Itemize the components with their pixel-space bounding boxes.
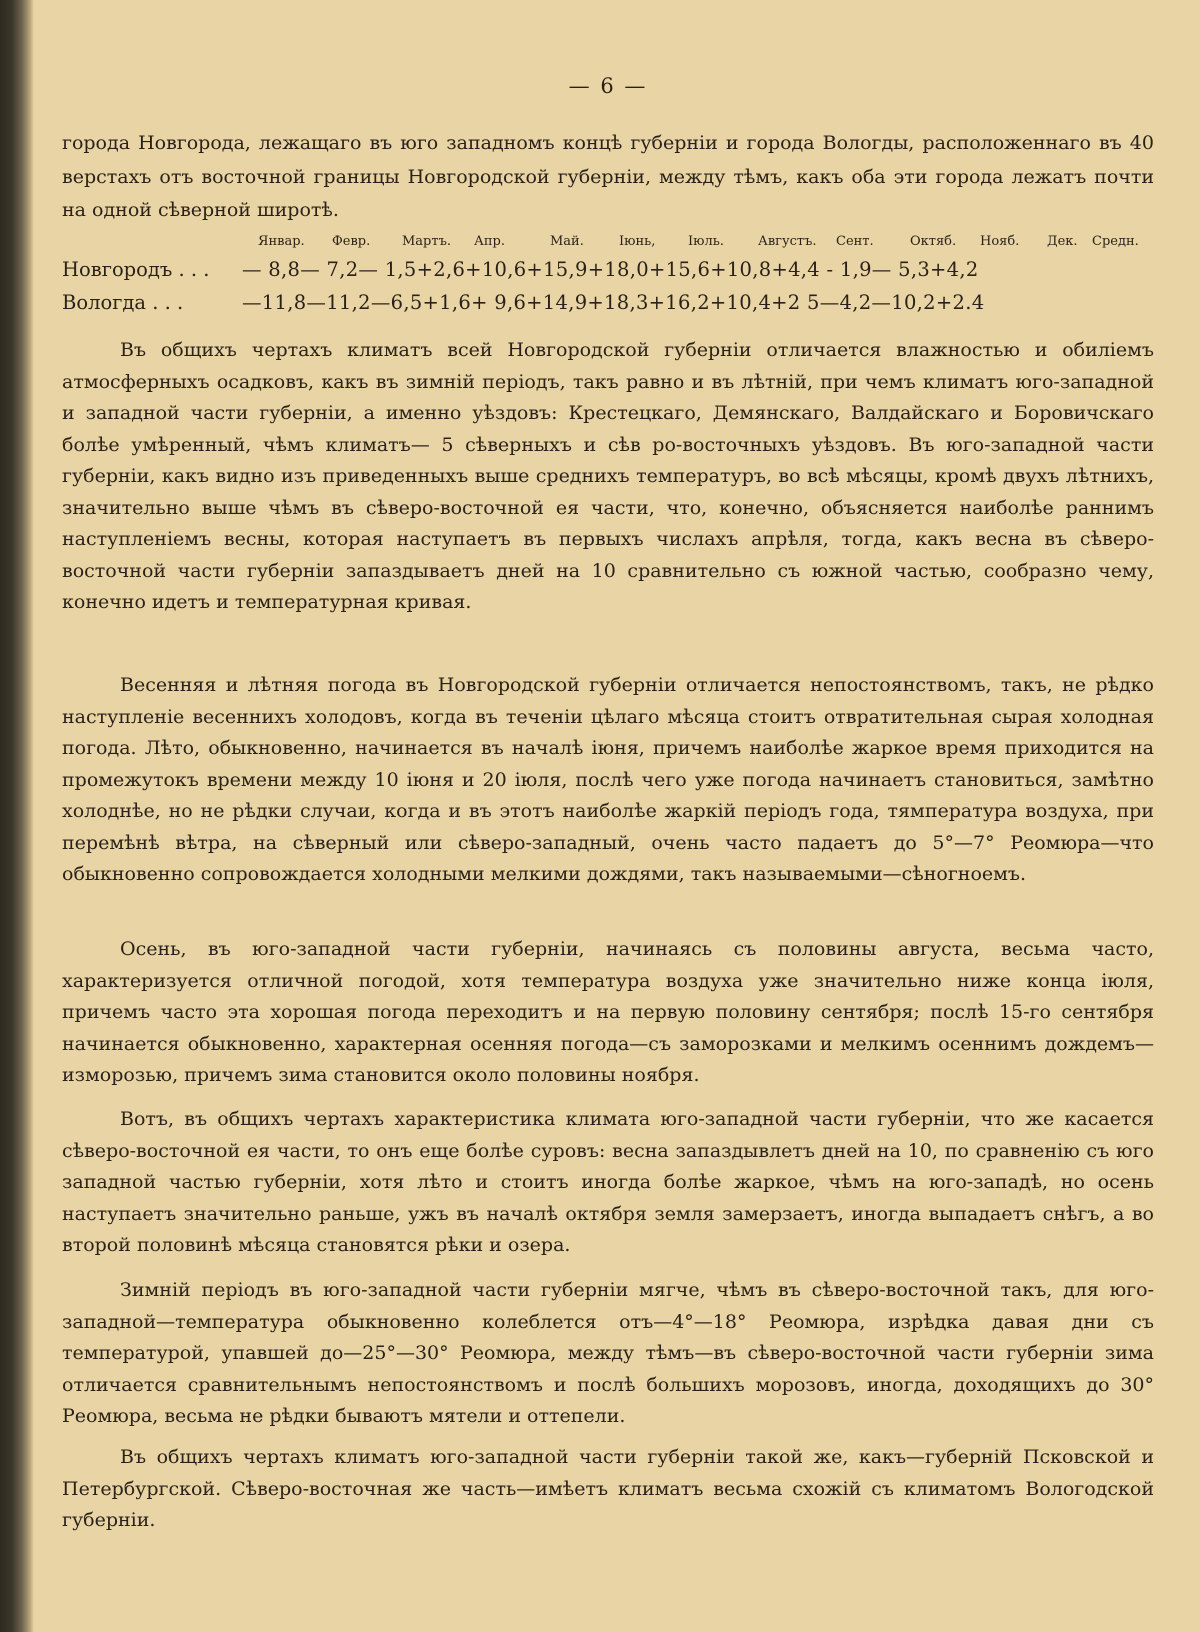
table-row — [62, 291, 1154, 324]
month-header: Октяб. — [910, 234, 957, 249]
temperature-table — [62, 234, 1154, 324]
paragraph-climate-overview: Въ общихъ чертахъ климатъ всей Новгородской губерніи отличается влажностью и обиліемъ атмосферныхъ осадковъ, какъ въ зимній періодъ, такъ равно и въ лѣтній, при чемъ климатъ юго-западной и западной части губерніи, а именно уѣздовъ: Крестецкаго, Демянскаго, Валдайскаго и Боровичскаго болѣе умѣренный, чѣмъ климатъ— 5 сѣверныхъ и сѣв ро-восточныхъ уѣздовъ. Въ юго-западной части губерніи, какъ видно изъ приведенныхъ выше среднихъ температуръ, во всѣ мѣсяцы, кромѣ двухъ лѣтнихъ, значительно выше чѣмъ въ сѣверо-восточной ея части, что, конечно, объясняется наиболѣе раннимъ наступленіемъ весны, которая наступаетъ въ первыхъ числахъ апрѣля, тогда, какъ весна въ сѣверо-восточной части губерніи запаздываетъ дней на 10 сравнительно съ южной частью, сообразно чему, конечно идетъ и температурная кривая. — [62, 339, 1154, 613]
paragraph-autumn: Осень, въ юго-западной части губерніи, начинаясь съ половины августа, весьма часто, характеризуется отличной погодой, хотя температура воздуха уже значительно ниже конца іюля, причемъ часто эта хорошая погода переходитъ и на первую половину сентября; послѣ 15-го сентября начинается обыкновенно, характерная осенняя погода—съ заморозками и мелкимъ осеннимъ дождемъ—изморозью, причемъ зима становится около половины ноября. — [62, 938, 1154, 1086]
month-header: Іюнь, — [619, 234, 656, 249]
month-header: Августъ. — [758, 234, 817, 249]
paragraph-spring-summer: Весенняя и лѣтняя погода въ Новгородской губерніи отличается непостоянствомъ, такъ, не рѣдко наступленіе весеннихъ холодовъ, когда въ теченіи цѣлаго мѣсяца стоитъ отвратительная сырая холодная погода. Лѣто, обыкновенно, начинается въ началѣ іюня, причемъ наиболѣе жаркое время приходится на промежутокъ времени между 10 іюня и 20 іюля, послѣ чего уже погода начинаетъ становиться, замѣтно холоднѣе, но не рѣдки случаи, когда и въ этотъ наиболѣе жаркій періодъ года, тямпература воздуха, при перемѣнѣ вѣтра, на сѣверный или сѣверо-западный, очень часто падаетъ до 5°—7° Реомюра—что обыкновенно сопровождается холодными мелкими дождями, такъ называемыми—сѣногноемъ. — [62, 674, 1154, 885]
paragraph-winter: Зимній періодъ въ юго-западной части губерніи мягче, чѣмъ въ сѣверо-восточной такъ, для юго-западной—температура обыкновенно колеблется отъ—4°—18° Реомюра, изрѣдка давая дни съ температурой, упавшей до—25°—30° Реомюра, между тѣмъ—въ сѣверо-восточной части губерніи зима отличается сравнительнымъ непостоянствомъ и послѣ большихъ морозовъ, иногда, доходящихъ до 30° Реомюра, весьма не рѣдки бываютъ мятели и оттепели. — [62, 1279, 1154, 1427]
temperature-values: —11,8—11,2—6,5+1,6+ 9,6+14,9+18,3+16,2+10,4+2 5—4,2—10,2+2.4 — [242, 291, 985, 314]
month-header: Нояб. — [980, 234, 1020, 249]
month-header: Май. — [550, 234, 584, 249]
city-name: Вологда . . . — [62, 291, 184, 314]
month-header: Февр. — [332, 234, 371, 249]
intro-paragraph: города Новгорода, лежащаго въ юго западномъ концѣ губерніи и города Вологды, расположеннаго въ 40 верстахъ отъ восточной границы Новгородской губерніи, между тѣмъ, какъ оба эти города лежатъ почти на одной сѣверной широтѣ. — [62, 132, 1154, 221]
month-header: Январ. — [258, 234, 305, 249]
month-header: Сент. — [836, 234, 874, 249]
document-page — [62, 0, 1154, 1632]
month-header: Дек. — [1047, 234, 1078, 249]
table-row — [62, 258, 1154, 291]
month-header: Апр. — [474, 234, 505, 249]
month-header: Мартъ. — [402, 234, 451, 249]
scan-binding-edge — [0, 0, 34, 1632]
paragraph-northeast: Вотъ, въ общихъ чертахъ характеристика климата юго-западной части губерніи, что же касается сѣверо-восточной ея части, то онъ еще болѣе суровъ: весна запаздывлетъ дней на 10, по сравненію съ юго западной частью губерніи, хотя лѣто и стоитъ иногда болѣе жаркое, чѣмъ на юго-западѣ, но осень наступаетъ значительно раньше, ужъ въ началѣ октября земля замерзаетъ, иногда выпадаетъ снѣгъ, а во второй половинѣ мѣсяца становятся рѣки и озера. — [62, 1108, 1154, 1256]
page-number: — 6 — — [568, 74, 648, 98]
paragraph-summary: Въ общихъ чертахъ климатъ юго-западной части губерніи такой же, какъ—губерній Псковской и Петербургской. Сѣверо-восточная же часть—имѣетъ климатъ весьма схожій съ климатомъ Вологодской губерніи. — [62, 1446, 1154, 1531]
month-header: Средн. — [1092, 234, 1139, 249]
month-header-row — [62, 234, 1154, 258]
temperature-values: — 8,8— 7,2— 1,5+2,6+10,6+15,9+18,0+15,6+10,8+4,4 - 1,9— 5,3+4,2 — [242, 258, 979, 281]
month-header: Іюль. — [688, 234, 724, 249]
city-name: Новгородъ . . . — [62, 258, 210, 281]
